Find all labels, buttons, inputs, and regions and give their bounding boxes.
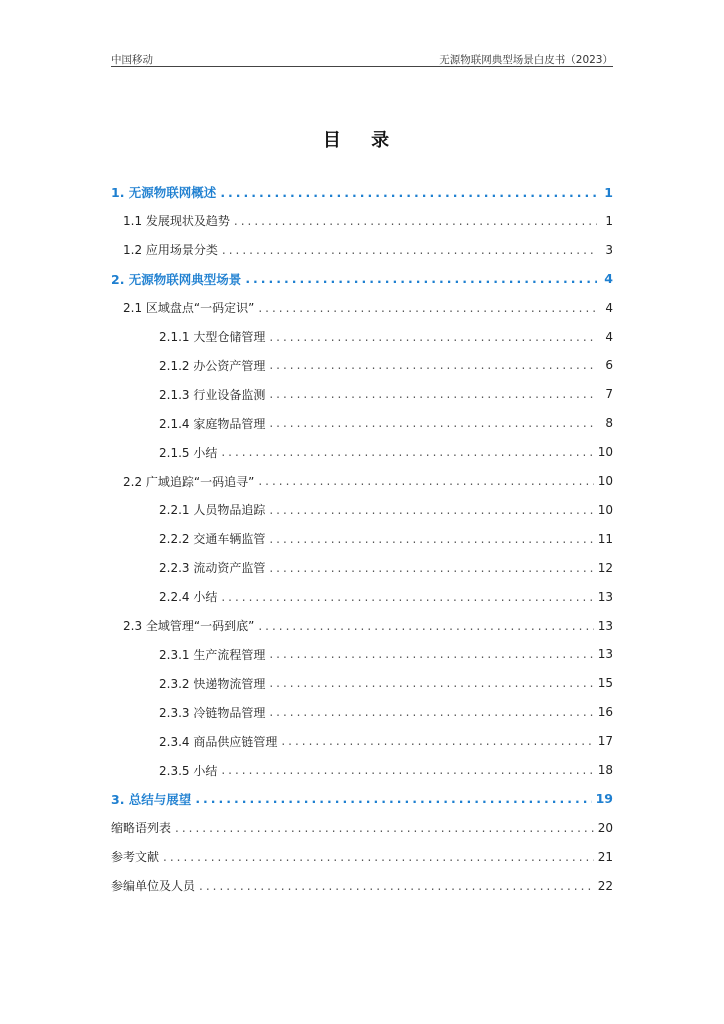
toc-leader-dots xyxy=(175,821,594,835)
toc-leader-dots xyxy=(269,647,593,661)
toc-entry[interactable] xyxy=(111,558,613,578)
toc-entry[interactable] xyxy=(111,818,613,838)
toc-entry-label: 2.1.4 家庭物品管理 xyxy=(159,416,266,431)
toc-leader-dots xyxy=(269,532,593,546)
toc-entry-page: 4 xyxy=(605,329,613,344)
toc-entry-page: 4 xyxy=(604,271,613,287)
toc-entry[interactable] xyxy=(111,789,613,809)
toc-entry-page: 10 xyxy=(597,502,613,517)
toc-entry-page: 17 xyxy=(597,734,613,749)
toc-entry[interactable] xyxy=(111,182,613,202)
toc-entry[interactable] xyxy=(111,731,613,751)
toc-entry-page: 1 xyxy=(605,213,613,228)
toc-entry-label: 2.2.4 小结 xyxy=(159,590,218,605)
toc-entry[interactable] xyxy=(111,240,613,260)
toc-title: 目 录 xyxy=(322,130,402,151)
toc-entry[interactable] xyxy=(111,616,613,636)
toc-entry[interactable] xyxy=(111,384,613,404)
toc-entry[interactable] xyxy=(111,644,613,664)
toc-entry-label: 2.3 全域管理“一码到底” xyxy=(123,619,255,633)
toc-entry-page: 10 xyxy=(597,474,613,488)
toc-entry[interactable] xyxy=(111,298,613,318)
toc-entry-label: 2.1.5 小结 xyxy=(159,445,218,460)
toc-entry-page: 1 xyxy=(604,184,613,200)
toc-entry-label: 1.2 应用场景分类 xyxy=(123,243,218,258)
page-header xyxy=(111,52,613,67)
toc-entry-page: 11 xyxy=(597,531,613,546)
toc-entry-label: 2.2.2 交通车辆监管 xyxy=(159,532,266,547)
toc-entry-page: 3 xyxy=(605,242,613,257)
toc-entry-page: 10 xyxy=(597,445,613,460)
toc-entry-label: 参编单位及人员 xyxy=(111,879,196,894)
toc-entry-label: 2.1 区域盘点“一码定识” xyxy=(123,301,255,316)
toc-entry-label: 2.2 广域追踪“一码追寻” xyxy=(123,474,255,489)
toc-entry-label: 2.3.3 冷链物品管理 xyxy=(159,705,266,720)
toc-entry[interactable] xyxy=(111,442,613,462)
toc-entry-page: 13 xyxy=(597,618,613,633)
toc-entry[interactable] xyxy=(111,876,613,896)
toc-entry[interactable] xyxy=(111,355,613,375)
toc-entry-label: 3. 总结与展望 xyxy=(111,791,192,807)
toc-entry[interactable] xyxy=(111,529,613,549)
toc-leader-dots xyxy=(234,214,597,228)
toc-leader-dots xyxy=(269,705,593,719)
toc-entry[interactable] xyxy=(111,211,613,231)
toc-leader-dots xyxy=(220,185,597,200)
toc-leader-dots xyxy=(195,791,591,806)
header-company: 中国移动 xyxy=(111,54,153,66)
toc-entry-label: 1. 无源物联网概述 xyxy=(111,185,217,200)
toc-leader-dots xyxy=(221,445,593,459)
toc-leader-dots xyxy=(281,734,593,748)
toc-entry[interactable] xyxy=(111,269,613,289)
toc-leader-dots xyxy=(269,561,593,575)
toc-entry-label: 2.3.1 生产流程管理 xyxy=(159,647,266,662)
toc-entry-label: 2.1.3 行业设备监测 xyxy=(159,387,266,402)
toc-entry-label: 2.1.2 办公资产管理 xyxy=(159,358,266,373)
toc-entry-page: 13 xyxy=(597,647,613,662)
toc-entry-label: 2.2.3 流动资产监管 xyxy=(159,561,266,576)
toc-entry-page: 19 xyxy=(595,791,613,807)
toc-entry-page: 8 xyxy=(605,416,613,431)
toc-entry-label: 2.3.4 商品供应链管理 xyxy=(159,734,278,749)
toc-leader-dots xyxy=(258,619,593,633)
toc-leader-dots xyxy=(221,763,593,777)
toc-entry-page: 12 xyxy=(597,560,613,575)
toc-entry-page: 6 xyxy=(605,358,613,373)
toc-entry-label: 2.3.5 小结 xyxy=(159,763,218,778)
toc-entry-page: 22 xyxy=(597,878,613,893)
toc-entry[interactable] xyxy=(111,702,613,722)
toc-entry-page: 7 xyxy=(605,387,613,402)
toc-leader-dots xyxy=(199,879,594,893)
toc-entry[interactable] xyxy=(111,413,613,433)
toc-entry[interactable] xyxy=(111,673,613,693)
toc-leader-dots xyxy=(258,301,597,315)
toc-leader-dots xyxy=(245,271,597,286)
header-document-title: 无源物联网典型场景白皮书（2023） xyxy=(439,54,613,66)
toc-entry[interactable] xyxy=(111,847,613,867)
toc-entry[interactable] xyxy=(111,471,613,491)
toc-entry-label: 参考文献 xyxy=(111,850,160,865)
toc-leader-dots xyxy=(258,474,593,488)
toc-entry-page: 4 xyxy=(605,300,613,315)
toc-entry-label: 2.1.1 大型仓储管理 xyxy=(159,330,266,344)
toc-entry-page: 20 xyxy=(597,820,613,835)
toc-leader-dots xyxy=(269,330,597,344)
toc-entry-label: 2.3.2 快递物流管理 xyxy=(159,676,266,691)
toc-entry[interactable] xyxy=(111,327,613,347)
toc-entry[interactable] xyxy=(111,500,613,520)
toc-leader-dots xyxy=(269,358,597,372)
toc-leader-dots xyxy=(269,676,593,690)
toc-entry-label: 2. 无源物联网典型场景 xyxy=(111,271,242,287)
toc-leader-dots xyxy=(269,503,593,517)
toc-entry-page: 15 xyxy=(597,676,613,691)
toc-leader-dots xyxy=(222,243,597,257)
toc-entry-page: 21 xyxy=(597,849,613,864)
toc-leader-dots xyxy=(163,850,594,864)
toc-entry-page: 13 xyxy=(597,589,613,604)
toc-entry[interactable] xyxy=(111,587,613,607)
toc-leader-dots xyxy=(221,590,593,604)
toc-entry-page: 18 xyxy=(597,763,613,777)
toc-entry-page: 16 xyxy=(597,705,613,720)
toc-entry-label: 缩略语列表 xyxy=(111,821,172,836)
toc-leader-dots xyxy=(269,416,597,430)
toc-entry-label: 1.1 发展现状及趋势 xyxy=(123,214,230,229)
toc-leader-dots xyxy=(269,387,597,401)
toc-entry[interactable] xyxy=(111,760,613,780)
toc-entry-label: 2.2.1 人员物品追踪 xyxy=(159,503,266,518)
